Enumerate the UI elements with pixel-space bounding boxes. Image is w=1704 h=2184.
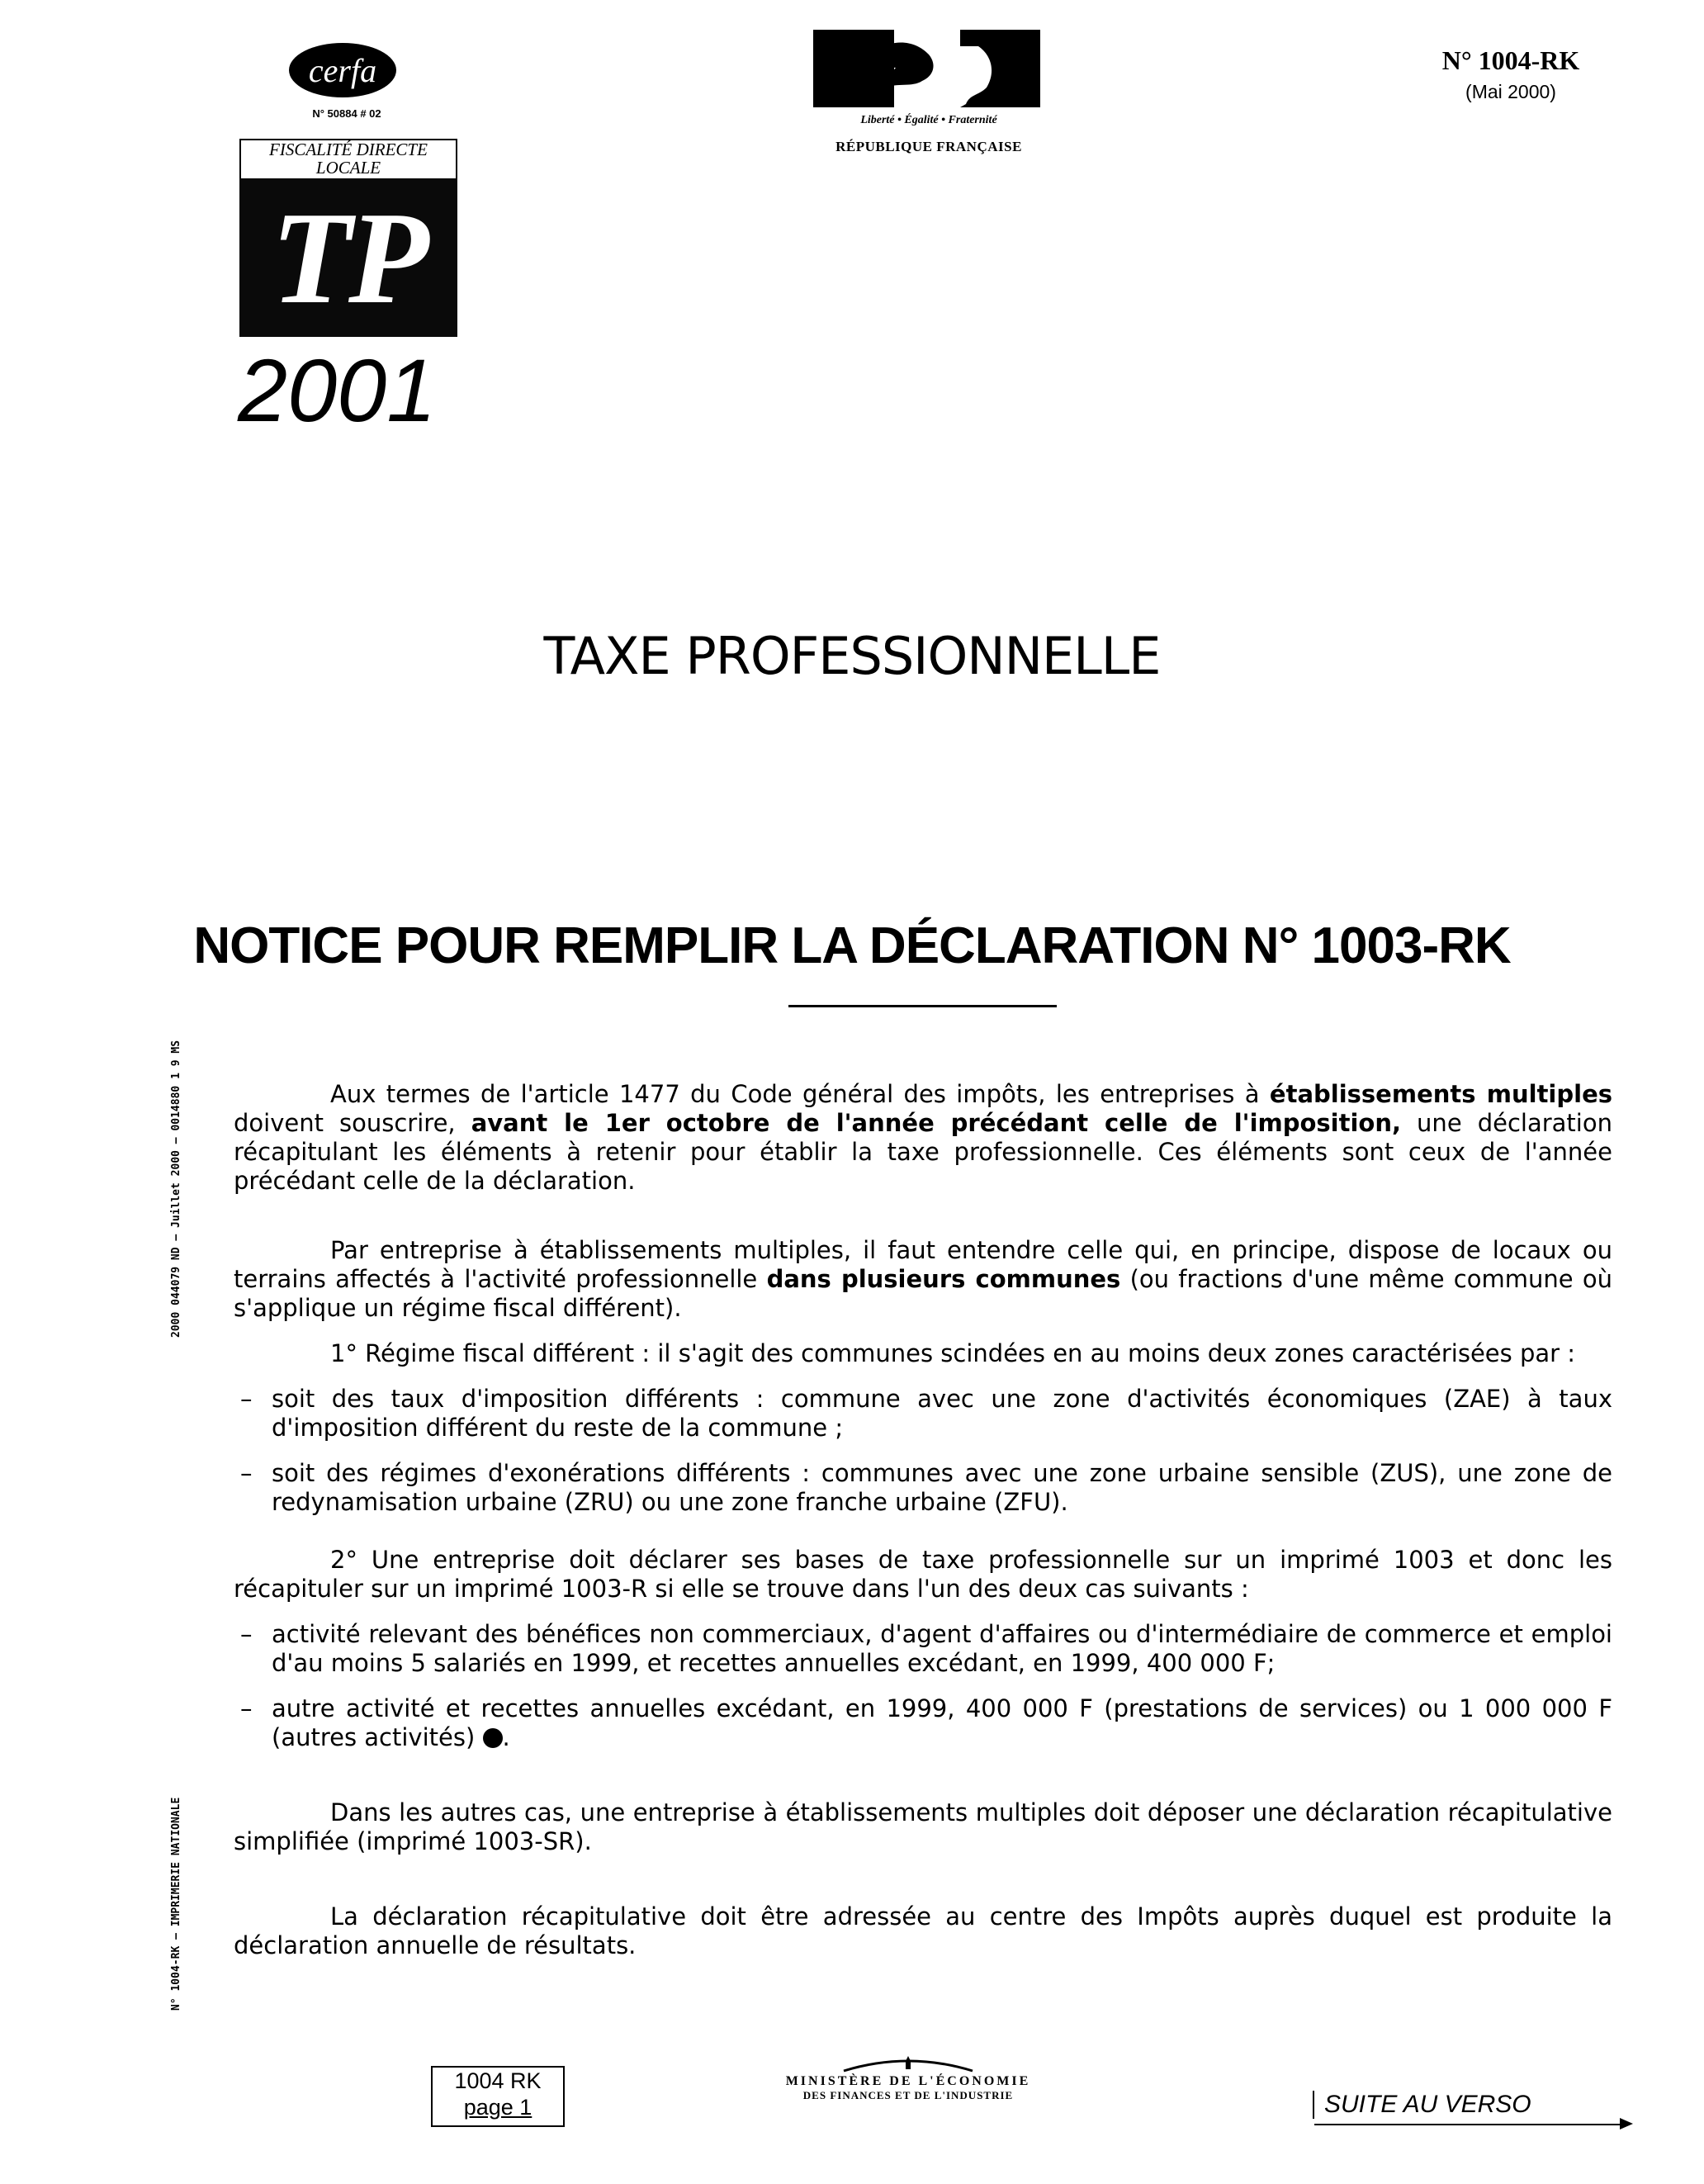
page-indicator (431, 2066, 565, 2127)
fiscal-label: FISCALITÉ DIRECTE LOCALE (239, 139, 457, 180)
dash-marker: – (240, 1459, 253, 1487)
side-imprimerie: N° 1004-RK – IMPRIMERIE NATIONALE (170, 1797, 182, 2011)
list-item: – autre activité et recettes annuelles excédant, en 1999, 400 000 F (prestations de services) ou 1 000 000 F (autres activités) . (240, 1694, 1612, 1751)
cerfa-logo-text: cerfa (308, 51, 377, 89)
page-label: page 1 (463, 2095, 532, 2120)
side-print-code: 2000 044079 ND – Juillet 2000 – 0014880 1 9 MS (170, 1040, 182, 1338)
notice-body (234, 1080, 1612, 1960)
form-date: (Mai 2000) (1465, 81, 1556, 102)
suite-au-verso: SUITE AU VERSO (1313, 2091, 1531, 2119)
paragraph-1: Aux termes de l'article 1477 du Code général des impôts, les entreprises à établissements multiples doivent souscrire, avant le 1er octobre de l'année précédant celle de l'imposition, une déclaration récapitulant les éléments à retenir pour établir la taxe professionnelle. Ces éléments sont ceux de l'année précédant celle de la déclaration. (234, 1080, 1613, 1195)
paragraph-address: La déclaration récapitulative doit être adressée au centre des Impôts auprès duquel est produite la déclaration annuelle de résultats. (234, 1902, 1612, 1959)
main-title: TAXE PROFESSIONNELLE (543, 626, 1161, 686)
page-code: 1004 RK (454, 2068, 542, 2093)
republic-motto: Liberté • Égalité • Fraternité (860, 114, 997, 126)
marianne-emblem (813, 30, 1040, 107)
arrow-right-icon (1620, 2118, 1633, 2130)
cerfa-number: N° 50884 # 02 (312, 107, 381, 120)
dash-marker: – (240, 1385, 253, 1413)
dash-marker: – (240, 1620, 253, 1648)
ministere-line-2: DES FINANCES ET DE L'INDUSTRIE (802, 2089, 1014, 2101)
bullet-dot-icon (483, 1728, 503, 1748)
paragraph-regime-fiscal: 1° Régime fiscal différent : il s'agit des communes scindées en au moins deux zones caractérisées par : (330, 1339, 1576, 1367)
republique-francaise: RÉPUBLIQUE FRANÇAISE (835, 139, 1022, 154)
year-label: 2001 (238, 340, 437, 440)
paragraph-2: Par entreprise à établissements multiples, il faut entendre celle qui, en principe, dispose de locaux ou terrains affectés à l'activité professionnelle dans plusieurs communes (ou fractions d'une même commune où s'applique un régime fiscal différent). (234, 1236, 1613, 1322)
ministere-arc-icon (842, 2056, 974, 2074)
ministere-logo (743, 2074, 1073, 2102)
paragraph-declaration: 2° Une entreprise doit déclarer ses bases de taxe professionnelle sur un imprimé 1003 et donc les récapituler sur un imprimé 1003-R si elle se trouve dans l'un des deux cas suivants : (234, 1546, 1612, 1603)
tp-badge: TP (239, 178, 457, 337)
list-item: – soit des régimes d'exonérations différents : communes avec une zone urbaine sensible (ZUS), une zone de redynamisation urbaine (ZRU) ou une zone franche urbaine (ZFU). (240, 1459, 1612, 1516)
dash-marker: – (240, 1694, 253, 1722)
notice-title: NOTICE POUR REMPLIR LA DÉCLARATION N° 1003-RK (193, 917, 1511, 974)
suite-underline (1314, 2124, 1624, 2125)
form-number: N° 1004-RK (1441, 45, 1580, 75)
list-item: – activité relevant des bénéfices non commerciaux, d'agent d'affaires ou d'intermédiaire de commerce et emploi d'au moins 5 salariés en 1999, et recettes annuelles excédant, en 1999, 400 000 F; (240, 1620, 1612, 1677)
list-item: – soit des taux d'imposition différents : commune avec une zone d'activités économiques (ZAE) à taux d'imposition différent du reste de la commune ; (240, 1385, 1612, 1442)
ministere-line-1: MINISTÈRE DE L'ÉCONOMIE (785, 2074, 1031, 2088)
cerfa-logo (289, 43, 396, 97)
paragraph-other-cases: Dans les autres cas, une entreprise à établissements multiples doit déposer une déclaration récapitulative simplifiée (imprimé 1003-SR). (234, 1798, 1612, 1855)
title-rule (788, 1005, 1057, 1007)
